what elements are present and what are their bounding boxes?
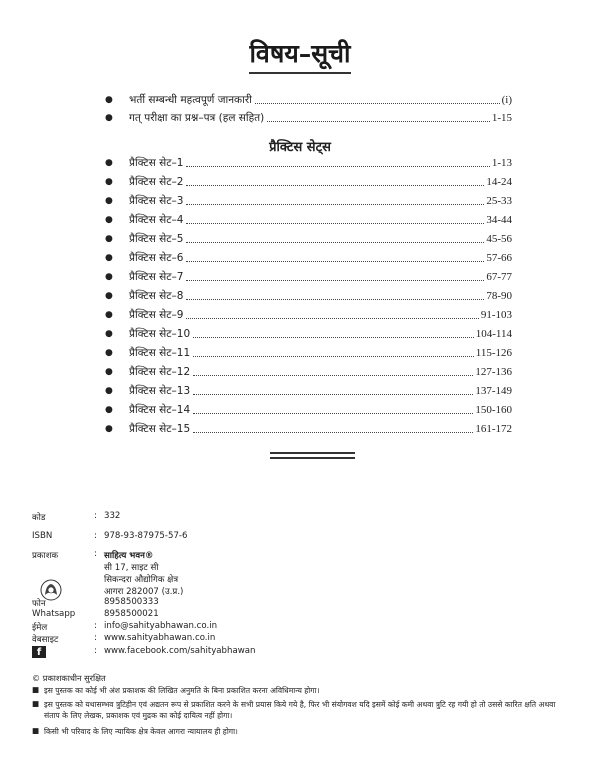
bullet-icon: ● bbox=[105, 348, 113, 358]
bullet-icon: ● bbox=[105, 158, 113, 168]
toc-item-page: 161-172 bbox=[475, 423, 512, 435]
toc-item-label: प्रैक्टिस सेट–8 bbox=[129, 290, 184, 302]
toc-item-page: 45-56 bbox=[486, 233, 512, 245]
bullet-icon: ● bbox=[105, 215, 113, 225]
toc-item-page: 1-13 bbox=[491, 157, 512, 169]
toc-item-page: 115-126 bbox=[475, 347, 512, 359]
toc-item-label: प्रैक्टिस सेट–1 bbox=[129, 157, 184, 169]
publisher-label: प्रकाशक bbox=[32, 551, 59, 561]
toc-item bbox=[105, 306, 512, 324]
toc-item-label: प्रैक्टिस सेट–10 bbox=[129, 328, 191, 340]
dot-leader bbox=[186, 280, 484, 281]
email-label: ईमेल bbox=[32, 623, 48, 633]
whatsapp-value: 8958500021 bbox=[104, 609, 159, 619]
toc-item-page: 137-149 bbox=[475, 385, 512, 397]
toc-item-page: 127-136 bbox=[475, 366, 512, 378]
phone-label: फोन bbox=[32, 599, 46, 609]
bullet-icon: ● bbox=[105, 386, 113, 396]
dot-leader bbox=[193, 337, 474, 338]
disclaimer-text: इस पुस्तक को यथासम्भव त्रुटिहीन एवं अद्यतन रूप से प्रकाशित करने के सभी प्रयास किये गये है, फिर भी संयोगवश यदि इसमें कोई कमी अथवा त्रुटि रह गयी हो तो उससे कारित क्षति अथवा संताप के लिए लेखक, प्रकाशक एवं मुद्रक का कोई दायित्व नहीं होगा। bbox=[44, 700, 556, 720]
toc-item-label: प्रैक्टिस सेट–11 bbox=[129, 347, 191, 359]
dot-leader bbox=[193, 394, 473, 395]
toc-item-label: प्रैक्टिस सेट–12 bbox=[129, 366, 191, 378]
toc-item bbox=[105, 268, 512, 286]
toc-item bbox=[105, 154, 512, 172]
end-rule-top bbox=[270, 452, 355, 454]
toc-item-label: प्रैक्टिस सेट–14 bbox=[129, 404, 191, 416]
toc-item-page: 67-77 bbox=[486, 271, 512, 283]
dot-leader bbox=[186, 204, 484, 205]
toc-item bbox=[105, 211, 512, 229]
bullet-icon: ● bbox=[105, 367, 113, 377]
dot-leader bbox=[186, 166, 489, 167]
end-rule-bottom bbox=[270, 457, 355, 459]
isbn-label: ISBN bbox=[32, 531, 53, 541]
bullet-icon: ● bbox=[105, 424, 113, 434]
toc-item-page: (i) bbox=[501, 94, 512, 106]
bullet-icon: ● bbox=[105, 95, 113, 105]
bullet-icon: ● bbox=[105, 234, 113, 244]
address-line: सी 17, साइट सी bbox=[104, 563, 159, 573]
toc-item bbox=[105, 173, 512, 191]
toc-item bbox=[105, 325, 512, 343]
toc-item bbox=[105, 344, 512, 362]
copyright-notice: © प्रकाशकाधीन सुरक्षित bbox=[32, 673, 106, 683]
toc-item bbox=[105, 363, 512, 381]
page-title: विषय–सूची bbox=[249, 39, 351, 68]
dot-leader bbox=[193, 413, 473, 414]
toc-item-page: 34-44 bbox=[486, 214, 512, 226]
code-label: कोड bbox=[32, 513, 46, 523]
toc-item-label: प्रैक्टिस सेट–4 bbox=[129, 214, 184, 226]
dot-leader bbox=[193, 375, 473, 376]
toc-item-page: 1-15 bbox=[491, 112, 512, 124]
toc-item-label: प्रैक्टिस सेट–6 bbox=[129, 252, 184, 264]
toc-item-label: प्रैक्टिस सेट–13 bbox=[129, 385, 191, 397]
toc-item bbox=[105, 382, 512, 400]
website-label: वेबसाइट bbox=[32, 635, 59, 645]
code-value: 332 bbox=[104, 511, 121, 521]
toc-item-page: 14-24 bbox=[486, 176, 512, 188]
toc-item bbox=[105, 401, 512, 419]
bullet-icon: ● bbox=[105, 272, 113, 282]
toc-item bbox=[105, 249, 512, 267]
address-line: आगरा 282007 (उ.प्र.) bbox=[104, 587, 184, 597]
dot-leader bbox=[186, 261, 484, 262]
toc-item bbox=[105, 420, 512, 438]
email-value: info@sahityabhawan.co.in bbox=[104, 621, 218, 631]
square-bullet-icon: ■ bbox=[32, 699, 40, 708]
dot-leader bbox=[193, 432, 473, 433]
toc-item-page: 91-103 bbox=[480, 309, 512, 321]
toc-item-page: 104-114 bbox=[475, 328, 512, 340]
disclaimer-text: किसी भी परिवाद के लिए न्यायिक क्षेत्र केवल आगरा न्यायालय ही होगा। bbox=[44, 727, 238, 736]
website-value: www.sahityabhawan.co.in bbox=[104, 633, 216, 643]
bullet-icon: ● bbox=[105, 291, 113, 301]
bullet-icon: ● bbox=[105, 196, 113, 206]
facebook-icon: f bbox=[32, 646, 46, 658]
isbn-value: 978-93-87975-57-6 bbox=[104, 531, 188, 541]
phone-value: 8958500333 bbox=[104, 597, 159, 607]
toc-item-label: प्रैक्टिस सेट–5 bbox=[129, 233, 184, 245]
toc-item-page: 150-160 bbox=[475, 404, 512, 416]
toc-item-label: प्रैक्टिस सेट–9 bbox=[129, 309, 184, 321]
toc-item-page: 57-66 bbox=[486, 252, 512, 264]
publisher-name: साहित्य भवन® bbox=[104, 551, 154, 561]
bullet-icon: ● bbox=[105, 177, 113, 187]
toc-item-label: प्रैक्टिस सेट–3 bbox=[129, 195, 184, 207]
dot-leader bbox=[186, 299, 484, 300]
dot-leader bbox=[186, 242, 484, 243]
bullet-icon: ● bbox=[105, 310, 113, 320]
toc-item-label: प्रैक्टिस सेट–7 bbox=[129, 271, 184, 283]
square-bullet-icon: ■ bbox=[32, 685, 40, 694]
toc-item bbox=[105, 287, 512, 305]
toc-item bbox=[105, 230, 512, 248]
bullet-icon: ● bbox=[105, 113, 113, 123]
toc-item-label: प्रैक्टिस सेट–2 bbox=[129, 176, 184, 188]
facebook-value: www.facebook.com/sahityabhawan bbox=[104, 646, 256, 656]
address-line: सिकन्दरा औद्योगिक क्षेत्र bbox=[104, 575, 179, 585]
dot-leader bbox=[193, 356, 474, 357]
title-underline bbox=[249, 72, 351, 74]
square-bullet-icon: ■ bbox=[32, 726, 40, 735]
toc-item-label: प्रैक्टिस सेट–15 bbox=[129, 423, 191, 435]
toc-item-label: गत् परीक्षा का प्रश्न–पत्र (हल सहित) bbox=[129, 112, 265, 124]
disclaimer-text: इस पुस्तक का कोई भी अंश प्रकाशक की लिखित अनुमति के बिना प्रकाशित करना अविधिमान्य होगा। bbox=[44, 686, 320, 695]
dot-leader bbox=[255, 103, 500, 104]
whatsapp-label: Whatsapp bbox=[32, 609, 76, 619]
toc-item bbox=[105, 109, 512, 127]
toc-item-page: 78-90 bbox=[486, 290, 512, 302]
dot-leader bbox=[186, 185, 484, 186]
toc-item bbox=[105, 192, 512, 210]
bullet-icon: ● bbox=[105, 329, 113, 339]
toc-item bbox=[105, 91, 512, 109]
bullet-icon: ● bbox=[105, 253, 113, 263]
bullet-icon: ● bbox=[105, 405, 113, 415]
dot-leader bbox=[186, 223, 484, 224]
section-heading: प्रैक्टिस सेट्स bbox=[269, 140, 331, 155]
toc-item-label: भर्ती सम्बन्धी महत्वपूर्ण जानकारी bbox=[129, 94, 252, 106]
dot-leader bbox=[186, 318, 478, 319]
dot-leader bbox=[267, 121, 490, 122]
toc-item-page: 25-33 bbox=[486, 195, 512, 207]
